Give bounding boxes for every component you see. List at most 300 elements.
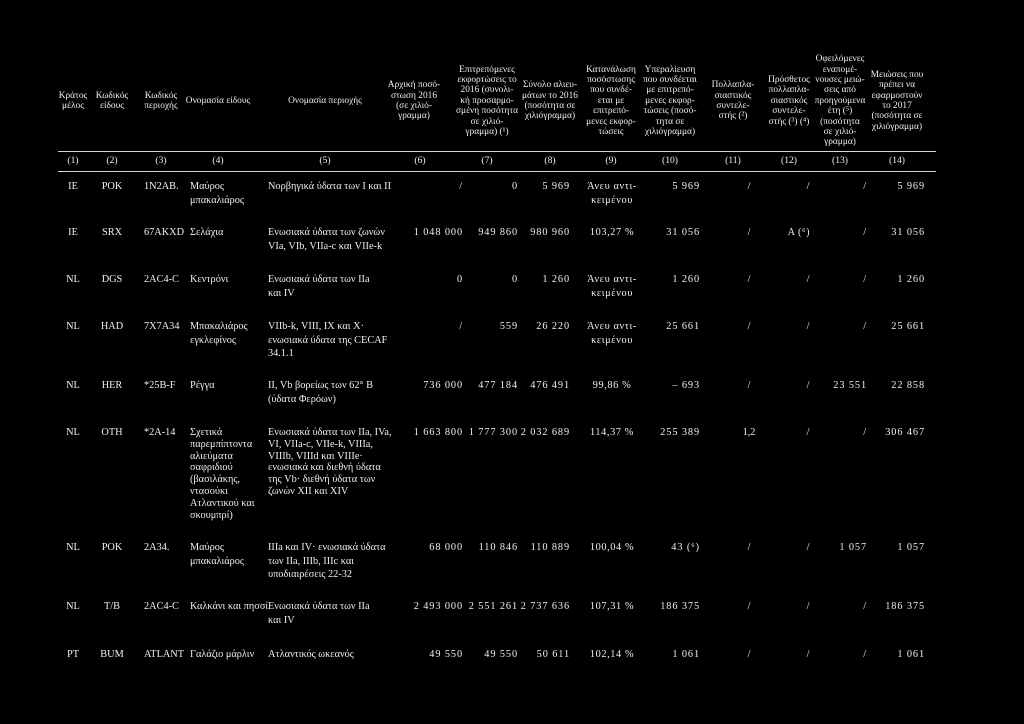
cell-line: / xyxy=(747,227,751,238)
member-state-cell xyxy=(58,427,88,439)
cell-line: ενωσιακά και διεθνή ύδατα xyxy=(268,462,381,474)
cell-line: Ενωσιακά ύδατα των IIa xyxy=(268,601,370,612)
permitted-landings-2016-cell xyxy=(462,273,518,287)
cell-line: BUM xyxy=(100,649,124,660)
cell-line: HAD xyxy=(100,321,124,332)
cell-line: 99,86 % xyxy=(592,380,632,391)
total-catches-2016-cell xyxy=(512,379,570,393)
header-line: (σε χιλιό- xyxy=(396,101,432,111)
header-line: Πρόσθετος xyxy=(768,74,810,85)
cell-line: 2 551 261 xyxy=(468,601,518,612)
multiplying-factor-header xyxy=(706,52,760,150)
multiplying-factor-cell xyxy=(728,379,770,393)
permitted-landings-2016-cell xyxy=(462,648,518,662)
cell-line: / xyxy=(459,181,463,192)
header-line: τώσεις xyxy=(598,127,624,138)
cell-line: 26 220 xyxy=(536,321,570,332)
header-line: σιαστικός xyxy=(714,90,752,101)
header-line: εφαρμοστούν xyxy=(871,90,923,101)
permitted-landings-2016-cell xyxy=(462,600,518,614)
cell-line: / xyxy=(863,181,867,192)
additional-multiplying-factor-header xyxy=(760,52,818,150)
header-line: στωση 2016 xyxy=(390,90,438,101)
cell-line: ντασούκι xyxy=(190,485,228,497)
species-code-cell xyxy=(91,273,133,287)
outstanding-deductions-cell xyxy=(814,379,867,393)
cell-line: Μαύρος xyxy=(190,542,225,553)
header-line: εται με xyxy=(597,95,625,106)
cell-line: Μπακαλιάρος xyxy=(190,321,248,332)
header-line: τώσεις (ποσό- xyxy=(643,106,697,117)
species-name-cell xyxy=(190,427,266,521)
overfishing-cell xyxy=(644,320,700,334)
cell-line: 23 551 xyxy=(833,380,867,391)
cell-line: OTH xyxy=(101,427,123,438)
cell-line: 25 661 xyxy=(666,321,700,332)
cell-line: εγκλεφίνος xyxy=(190,334,236,346)
cell-line: / xyxy=(863,274,867,285)
cell-line: 22 858 xyxy=(891,380,925,391)
cell-line: (βασιλάκης, xyxy=(190,474,240,486)
cell-line: 1 057 xyxy=(839,542,867,553)
multiplying-factor-cell xyxy=(728,648,770,662)
cell-line: NL xyxy=(66,542,80,553)
area-code-cell xyxy=(144,273,190,287)
header-line: Μειώσεις που xyxy=(870,69,924,80)
cell-line: 306 467 xyxy=(885,427,925,438)
deductions-2017-cell xyxy=(870,600,925,614)
cell-line: Ατλαντικού και xyxy=(190,497,255,509)
multiplying-factor-cell xyxy=(728,320,770,334)
overfishing-cell xyxy=(644,648,700,662)
cell-line: / xyxy=(747,542,751,553)
header-line: χιλιόγραμμα) xyxy=(524,111,576,122)
header-line: σε χιλιό- xyxy=(470,116,504,127)
cell-line: 2 737 636 xyxy=(520,601,570,612)
quota-consumption-cell xyxy=(576,648,648,662)
cell-line: / xyxy=(863,227,867,238)
cell-line: 1 061 xyxy=(897,649,925,660)
cell-line: 50 611 xyxy=(536,649,570,660)
header-line: προηγούμενα xyxy=(814,95,866,106)
cell-line: Σελάχια xyxy=(190,227,224,238)
overfishing-cell xyxy=(644,600,700,614)
header-line: Κράτος xyxy=(58,90,88,101)
header-line: γραμμα) (¹) xyxy=(465,127,509,138)
cell-line: 110 889 xyxy=(530,542,570,553)
overfishing-cell xyxy=(644,379,700,393)
permitted-landings-2016-cell xyxy=(462,226,518,240)
total-catches-2016-column-number: (8) xyxy=(544,155,556,166)
cell-line: Μαύρος xyxy=(190,181,225,192)
header-line: σιαστικός xyxy=(770,95,808,106)
species-name-cell xyxy=(190,226,266,240)
outstanding-deductions-header xyxy=(812,52,868,150)
area-code-cell xyxy=(144,541,190,555)
header-line: σεις από xyxy=(824,85,856,96)
cell-line: 0 xyxy=(511,181,518,192)
member-state-cell xyxy=(58,600,88,614)
area-name-column-number: (5) xyxy=(319,155,331,166)
overfishing-cell xyxy=(644,180,700,194)
deductions-2017-cell xyxy=(870,379,925,393)
deductions-2017-header xyxy=(866,52,928,150)
quota-consumption-cell xyxy=(576,379,648,393)
cell-line: 1,2 xyxy=(742,427,756,438)
header-line: Ονομασία περιοχής xyxy=(288,95,362,106)
cell-line: *25B-F xyxy=(144,380,176,391)
cell-line: SRX xyxy=(101,227,123,238)
member-state-cell xyxy=(58,541,88,555)
quota-consumption-cell xyxy=(576,320,648,347)
cell-line: 0 xyxy=(511,274,518,285)
deductions-2017-cell xyxy=(870,226,925,240)
cell-line: 186 375 xyxy=(885,601,925,612)
header-line: μάτων το 2016 xyxy=(521,90,578,101)
cell-line: 102,14 % xyxy=(589,649,635,660)
multiplying-factor-cell xyxy=(728,600,770,614)
cell-line: Ρέγγα xyxy=(190,380,215,391)
header-line: σε χιλιό- xyxy=(823,127,857,138)
species-code-cell xyxy=(91,226,133,240)
initial-quota-2016-header xyxy=(382,52,446,150)
cell-line: / xyxy=(806,181,810,192)
additional-multiplying-factor-cell xyxy=(768,541,810,555)
cell-line: IIIa και IV· ενωσιακά ύδατα xyxy=(268,542,386,553)
initial-quota-2016-cell xyxy=(376,600,463,614)
outstanding-deductions-cell xyxy=(814,273,867,287)
multiplying-factor-cell xyxy=(728,273,770,287)
header-line: με επιτρεπό- xyxy=(646,85,694,96)
cell-line: / xyxy=(747,181,751,192)
initial-quota-2016-cell xyxy=(376,320,463,334)
cell-line: ζωνών XII και XIV xyxy=(268,485,349,497)
cell-line: 1 061 xyxy=(672,649,700,660)
outstanding-deductions-cell xyxy=(814,648,867,662)
cell-line: 68 000 xyxy=(429,542,463,553)
cell-line: Καλκάνι και πησσί xyxy=(190,601,269,612)
total-catches-2016-cell xyxy=(512,541,570,555)
header-line: Σύνολο αλιευ- xyxy=(522,80,578,91)
header-line: γραμμα) xyxy=(398,111,430,122)
header-line: (ποσότητα σε xyxy=(871,111,923,122)
additional-multiplying-factor-cell xyxy=(768,273,810,287)
additional-multiplying-factor-cell xyxy=(768,226,810,240)
cell-line: και IV xyxy=(268,287,295,299)
cell-line: Ενωσιακά ύδατα των ζωνών xyxy=(268,227,385,238)
header-line: μέλος xyxy=(62,101,84,111)
area-name-header xyxy=(280,52,370,150)
header-line: Επιτρεπόμενες xyxy=(459,64,515,75)
multiplying-factor-cell xyxy=(728,226,770,240)
cell-line: παρεμπίπτοντα xyxy=(190,438,253,450)
header-line: (ποσότητα σε xyxy=(524,101,576,111)
cell-line: και IV xyxy=(268,614,295,626)
additional-multiplying-factor-cell xyxy=(768,180,810,194)
initial-quota-2016-cell xyxy=(376,427,463,439)
outstanding-deductions-column-number: (13) xyxy=(832,155,848,166)
area-code-cell xyxy=(144,320,190,334)
cell-line: Ενωσιακά ύδατα των IIa xyxy=(268,274,370,285)
cell-line: 1 260 xyxy=(897,274,925,285)
cell-line: / xyxy=(806,274,810,285)
additional-multiplying-factor-cell xyxy=(768,320,810,334)
cell-line: POK xyxy=(101,542,123,553)
cell-line: / xyxy=(806,601,810,612)
cell-line: / xyxy=(863,601,867,612)
additional-multiplying-factor-cell xyxy=(768,648,810,662)
header-line: το 2017 xyxy=(882,101,912,111)
deductions-2017-cell xyxy=(870,648,925,662)
header-line: που συνδέεται xyxy=(643,74,697,85)
additional-multiplying-factor-column-number: (12) xyxy=(781,155,797,166)
header-line: 2016 (συνολι- xyxy=(460,85,514,96)
header-line: Κατανάλωση xyxy=(586,64,636,75)
cell-line: / xyxy=(806,321,810,332)
cell-line: κειμένου xyxy=(591,287,633,299)
cell-line: / xyxy=(863,649,867,660)
cell-line: της Vb· διεθνή ύδατα των xyxy=(268,474,376,486)
quota-consumption-cell xyxy=(576,427,648,439)
species-name-column-number: (4) xyxy=(212,155,224,166)
header-line: Πολλαπλα- xyxy=(711,80,755,91)
additional-multiplying-factor-cell xyxy=(768,600,810,614)
initial-quota-2016-cell xyxy=(376,226,463,240)
cell-line: Γαλάζιο μάρλιν xyxy=(190,649,255,660)
cell-line: 49 550 xyxy=(429,649,463,660)
total-catches-2016-cell xyxy=(512,648,570,662)
additional-multiplying-factor-cell xyxy=(768,427,810,439)
cell-line: Σχετικά xyxy=(190,427,223,438)
cell-line: 25 661 xyxy=(891,321,925,332)
quota-consumption-cell xyxy=(576,226,648,240)
multiplying-factor-cell xyxy=(728,427,770,439)
total-catches-2016-cell xyxy=(512,226,570,240)
cell-line: NL xyxy=(66,427,80,438)
header-line: Ονομασία είδους xyxy=(185,95,251,106)
cell-line: HER xyxy=(101,380,123,391)
header-line: στής (³) (⁴) xyxy=(768,116,810,127)
quota-consumption-header xyxy=(581,52,641,150)
header-line: επιτρεπό- xyxy=(592,106,630,117)
header-rule xyxy=(58,151,936,152)
permitted-landings-2016-cell xyxy=(462,541,518,555)
column-number-rule xyxy=(58,171,936,172)
species-code-cell xyxy=(91,427,133,439)
cell-line: 2A34. xyxy=(144,542,170,553)
header-line: συντελε- xyxy=(772,106,806,117)
cell-line: Κεντρόνι xyxy=(190,274,229,285)
species-name-header xyxy=(178,52,258,150)
header-line: Οφειλόμενες xyxy=(815,54,865,65)
header-line: πρέπει να xyxy=(878,80,916,91)
header-line: νουσες μειώ- xyxy=(815,74,865,85)
cell-line: / xyxy=(806,542,810,553)
area-code-cell xyxy=(144,427,190,439)
species-name-cell xyxy=(190,379,266,393)
cell-line: υποδιαιρέσεις 22-32 xyxy=(268,569,353,581)
member-state-cell xyxy=(58,273,88,287)
total-catches-2016-cell xyxy=(512,320,570,334)
cell-line: 5 969 xyxy=(897,181,925,192)
permitted-landings-2016-cell xyxy=(462,427,518,439)
initial-quota-2016-cell xyxy=(376,541,463,555)
overfishing-cell xyxy=(644,273,700,287)
area-code-cell xyxy=(144,600,190,614)
cell-line: VI, VIIa-c, VIIe-k, VIIIa, xyxy=(268,438,373,450)
header-line: χιλιόγραμμα) xyxy=(871,121,923,132)
cell-line: 31 056 xyxy=(891,227,925,238)
cell-line: Άνευ αντι- xyxy=(587,274,637,285)
cell-line: 114,37 % xyxy=(590,427,634,438)
header-line: Κωδικός xyxy=(95,90,129,101)
cell-line: 110 846 xyxy=(478,542,518,553)
cell-line: των IIa, IIIb, IIIc και xyxy=(268,555,355,567)
deductions-2017-cell xyxy=(870,320,925,334)
cell-line: VIIIb, VIIId και VIIIe· xyxy=(268,450,363,462)
cell-line: Άνευ αντι- xyxy=(587,181,637,192)
deductions-2017-column-number: (14) xyxy=(889,155,905,166)
permitted-landings-2016-column-number: (7) xyxy=(481,155,493,166)
cell-line: 49 550 xyxy=(484,649,518,660)
overfishing-column-number: (10) xyxy=(662,155,678,166)
species-code-column-number: (2) xyxy=(106,155,118,166)
cell-line: / xyxy=(459,321,463,332)
cell-line: 5 969 xyxy=(672,181,700,192)
area-code-cell xyxy=(144,180,190,194)
header-line: γραμμα) xyxy=(824,137,856,148)
header-line: εναπομέ- xyxy=(822,64,858,75)
species-code-cell xyxy=(91,180,133,194)
outstanding-deductions-cell xyxy=(814,541,867,555)
cell-line: / xyxy=(747,380,751,391)
cell-line: ATLANT xyxy=(144,649,185,660)
species-code-cell xyxy=(91,648,133,662)
member-state-cell xyxy=(58,320,88,334)
member-state-cell xyxy=(58,379,88,393)
overfishing-cell xyxy=(644,541,700,555)
header-line: ποσόστωσης xyxy=(587,74,635,85)
species-name-cell xyxy=(190,541,266,568)
cell-line: 1 260 xyxy=(542,274,570,285)
additional-multiplying-factor-cell xyxy=(768,379,810,393)
area-code-column-number: (3) xyxy=(155,155,167,166)
cell-line: POK xyxy=(101,181,123,192)
cell-line: 1N2AB. xyxy=(144,181,179,192)
cell-line: 5 969 xyxy=(542,181,570,192)
header-line: Αρχική ποσό- xyxy=(387,80,441,91)
cell-line: / xyxy=(806,649,810,660)
cell-line: μπακαλιάρος xyxy=(190,194,245,206)
outstanding-deductions-cell xyxy=(814,180,867,194)
area-code-cell xyxy=(144,226,190,240)
multiplying-factor-cell xyxy=(728,541,770,555)
initial-quota-2016-cell xyxy=(376,648,463,662)
outstanding-deductions-cell xyxy=(814,427,867,439)
header-line: μενες εκφορ- xyxy=(586,116,636,127)
outstanding-deductions-cell xyxy=(814,226,867,240)
cell-line: 103,27 % xyxy=(589,227,635,238)
cell-line: 2AC4-C xyxy=(144,274,179,285)
header-line: Κωδικός xyxy=(144,90,178,101)
cell-line: A (⁶) xyxy=(787,227,810,238)
cell-line: / xyxy=(806,380,810,391)
header-line: Υπεραλίευση xyxy=(644,64,696,75)
quota-consumption-cell xyxy=(576,600,648,614)
permitted-landings-2016-cell xyxy=(462,180,518,194)
cell-line: PT xyxy=(66,649,80,660)
cell-line: 31 056 xyxy=(666,227,700,238)
species-name-cell xyxy=(190,273,266,287)
quota-consumption-cell xyxy=(576,273,648,300)
species-name-cell xyxy=(190,648,266,662)
header-line: σμένη ποσότητα xyxy=(455,106,518,117)
overfishing-header xyxy=(638,52,702,150)
cell-line: Άνευ αντι- xyxy=(587,321,637,332)
cell-line: κειμένου xyxy=(591,334,633,346)
cell-line: 1 777 300 xyxy=(468,427,518,438)
header-line: εκφορτώσεις το xyxy=(457,74,517,85)
species-code-cell xyxy=(91,320,133,334)
species-code-cell xyxy=(91,600,133,614)
permitted-landings-2016-cell xyxy=(462,379,518,393)
cell-line: T/B xyxy=(103,601,121,612)
quota-consumption-column-number: (9) xyxy=(605,155,617,166)
header-line: συντελε- xyxy=(716,101,750,111)
cell-line: 476 491 xyxy=(530,380,570,391)
cell-line: Ενωσιακά ύδατα των IIa, IVa, xyxy=(268,427,392,438)
species-name-cell xyxy=(190,180,266,207)
header-line: χιλιόγραμμα) xyxy=(644,127,696,138)
member-state-cell xyxy=(58,180,88,194)
cell-line: / xyxy=(747,649,751,660)
overfishing-cell xyxy=(644,226,700,240)
cell-line: 1 057 xyxy=(897,542,925,553)
deductions-2017-cell xyxy=(870,273,925,287)
cell-line: 980 960 xyxy=(530,227,570,238)
cell-line: 949 860 xyxy=(478,227,518,238)
total-catches-2016-cell xyxy=(512,273,570,287)
cell-line: 186 375 xyxy=(660,601,700,612)
total-catches-2016-cell xyxy=(512,427,570,439)
cell-line: 736 000 xyxy=(423,380,463,391)
species-name-cell xyxy=(190,600,269,614)
outstanding-deductions-cell xyxy=(814,320,867,334)
cell-line: 559 xyxy=(499,321,518,332)
cell-line: σαφριδιού xyxy=(190,462,233,474)
member-state-column-number: (1) xyxy=(67,155,79,166)
quota-consumption-cell xyxy=(576,541,648,555)
cell-line: 43 (⁶) xyxy=(671,542,700,553)
deductions-2017-cell xyxy=(870,180,925,194)
header-line: περιοχής xyxy=(144,101,178,111)
cell-line: NL xyxy=(66,380,80,391)
cell-line: IE xyxy=(68,227,78,238)
cell-line: *2A-14 xyxy=(144,427,176,438)
cell-line: IE xyxy=(68,181,78,192)
header-line: πολλαπλα- xyxy=(768,85,810,96)
cell-line: αλιεύματα xyxy=(190,450,233,462)
species-code-header xyxy=(91,52,133,150)
cell-line: / xyxy=(863,427,867,438)
cell-line: NL xyxy=(66,601,80,612)
cell-line: κειμένου xyxy=(591,194,633,206)
cell-line: 7X7A34 xyxy=(144,321,180,332)
area-code-cell xyxy=(144,379,190,393)
cell-line: – 693 xyxy=(672,380,700,391)
cell-line: / xyxy=(747,321,751,332)
cell-line: 255 389 xyxy=(660,427,700,438)
